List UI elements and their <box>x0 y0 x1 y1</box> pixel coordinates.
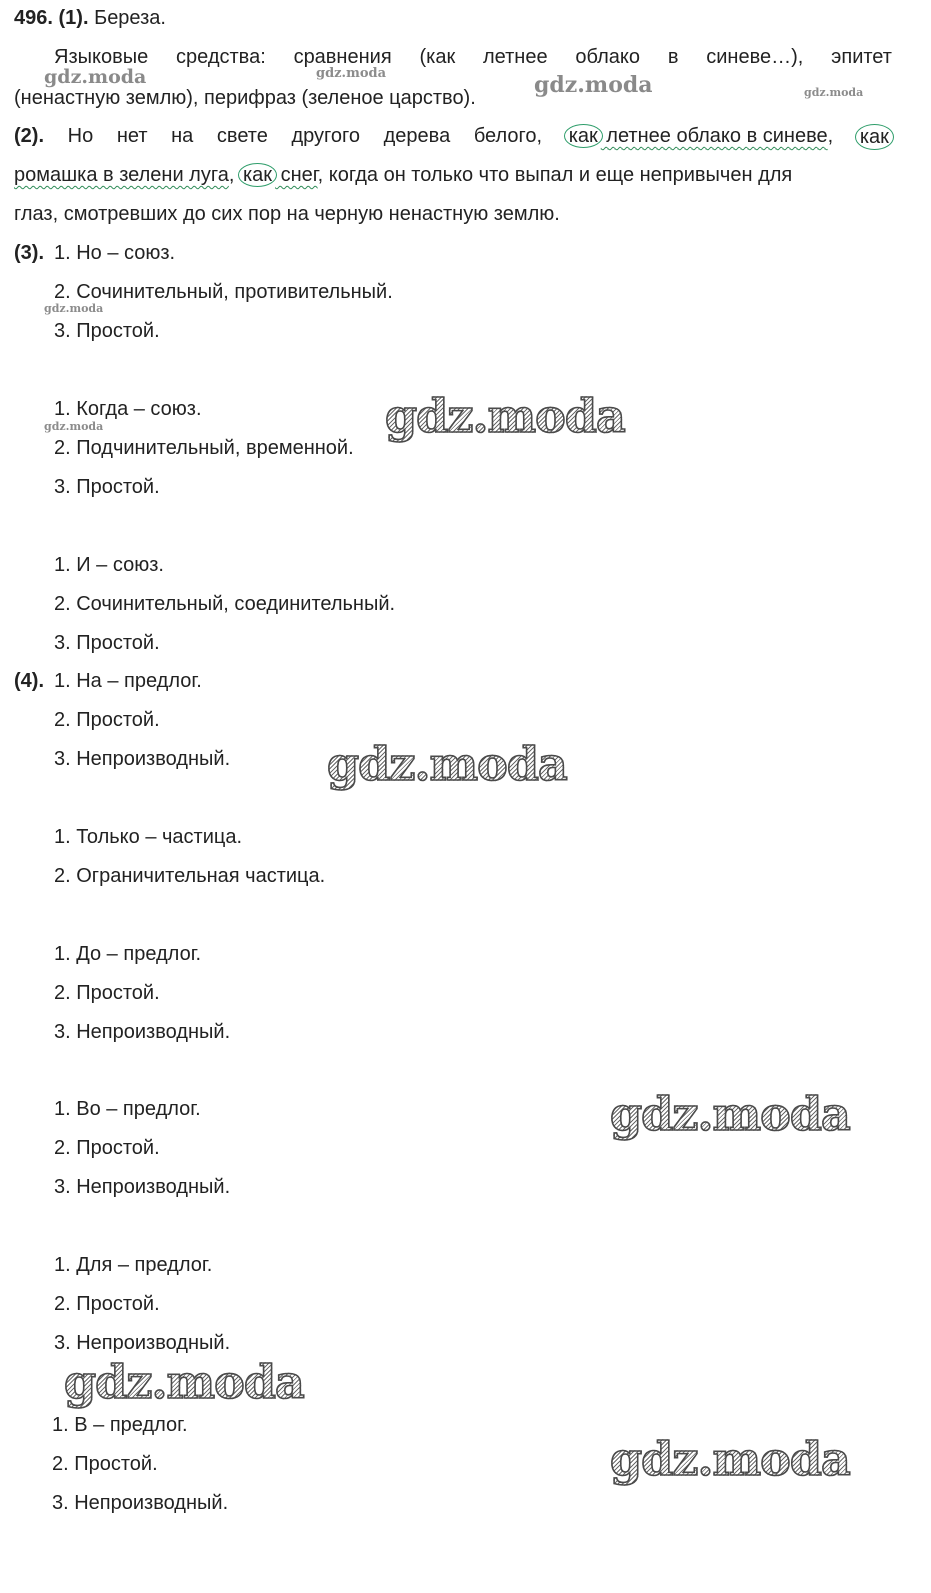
list-item: 2. Простой. <box>54 1137 160 1159</box>
word: Языковые <box>54 46 149 68</box>
list-item: 2. Ограничительная частица. <box>54 865 326 887</box>
list-item: 2. Подчинительный, временной. <box>54 437 354 459</box>
list-item: 3. Простой. <box>54 476 160 498</box>
list-item: 1. На – предлог. <box>54 670 202 692</box>
circled-conjunction: как <box>564 124 603 148</box>
list-item: 1. Во – предлог. <box>54 1098 201 1120</box>
task-header <box>14 6 166 30</box>
watermark: gdz.moda <box>316 66 387 81</box>
word: нет <box>116 125 148 147</box>
list-item: 3. Простой. <box>54 632 160 654</box>
list-item: 3. Простой. <box>54 320 160 342</box>
list-item: 1. И – союз. <box>54 554 164 576</box>
list-item: 1. Только – частица. <box>54 826 243 848</box>
watermark: gdz.moda <box>64 1355 304 1409</box>
word: дерева <box>383 125 451 147</box>
word: (как <box>419 46 456 68</box>
part3-label: (3). <box>14 242 44 264</box>
list-item: 1. Но – союз. <box>54 242 176 264</box>
part2-line-1 <box>14 124 892 150</box>
word: в <box>667 46 679 68</box>
watermark: gdz.moda <box>610 1087 850 1141</box>
watermark: gdz.moda <box>804 86 864 99</box>
list-item: 1. В – предлог. <box>52 1414 188 1436</box>
part2-line-2 <box>14 163 792 187</box>
list-item: 2. Простой. <box>52 1453 158 1475</box>
list-item: 3. Непроизводный. <box>54 748 231 770</box>
list-item: 3. Непроизводный. <box>52 1492 229 1514</box>
list-item: 1. Для – предлог. <box>54 1254 213 1276</box>
watermark: gdz.moda <box>44 302 104 315</box>
circled-conjunction: как <box>238 163 277 187</box>
list-item: 3. Непроизводный. <box>54 1176 231 1198</box>
comparison-1 <box>566 124 834 150</box>
word: облако <box>575 46 640 68</box>
word: сравнения <box>293 46 392 68</box>
wavy-underlined-phrase: ромашка в зелени луга <box>14 164 229 186</box>
part2-line-3: глаз, смотревших до сих пор на черную ненастную землю. <box>14 203 560 225</box>
word: эпитет <box>831 46 892 68</box>
watermark: gdz.moda <box>610 1432 850 1486</box>
word: другого <box>291 125 360 147</box>
task-number: 496. <box>14 7 53 29</box>
list-item: 1. До – предлог. <box>54 943 202 965</box>
part1-line-2: (ненастную землю), перифраз (зеленое царство). <box>14 87 476 109</box>
list-item: 2. Сочинительный, противительный. <box>54 281 393 303</box>
part1-answer: Береза. <box>94 7 166 29</box>
watermark: gdz.moda <box>327 737 567 791</box>
watermark: gdz.moda <box>385 389 625 443</box>
word: на <box>171 125 194 147</box>
watermark: gdz.moda <box>44 66 147 88</box>
part1-line-1 <box>54 45 892 69</box>
word: летнее <box>483 46 548 68</box>
text: , когда он только что выпал и еще непривычен для <box>317 164 793 186</box>
word: синеве…), <box>706 46 804 68</box>
word: белого, <box>473 125 543 147</box>
word: средства: <box>176 46 266 68</box>
part1-label: (1). <box>58 7 89 29</box>
list-item: 1. Когда – союз. <box>54 398 202 420</box>
word: Но <box>67 125 94 147</box>
part2-label: (2). <box>14 125 44 147</box>
word: свете <box>216 125 268 147</box>
list-item: 2. Сочинительный, соединительный. <box>54 593 396 615</box>
list-item: 3. Непроизводный. <box>54 1021 231 1043</box>
punctuation: , <box>827 125 834 147</box>
list-item: 2. Простой. <box>54 709 160 731</box>
list-item: 2. Простой. <box>54 1293 160 1315</box>
list-item: 2. Простой. <box>54 982 160 1004</box>
part4-label: (4). <box>14 670 44 692</box>
watermark: gdz.moda <box>534 72 653 98</box>
punctuation: , <box>228 164 235 186</box>
wavy-underlined-word: снег <box>275 164 318 186</box>
list-item: 3. Непроизводный. <box>54 1332 231 1354</box>
wavy-underlined-phrase: летнее облако в синеве <box>600 125 828 147</box>
circled-conjunction: как <box>855 124 894 150</box>
watermark: gdz.moda <box>44 420 104 433</box>
